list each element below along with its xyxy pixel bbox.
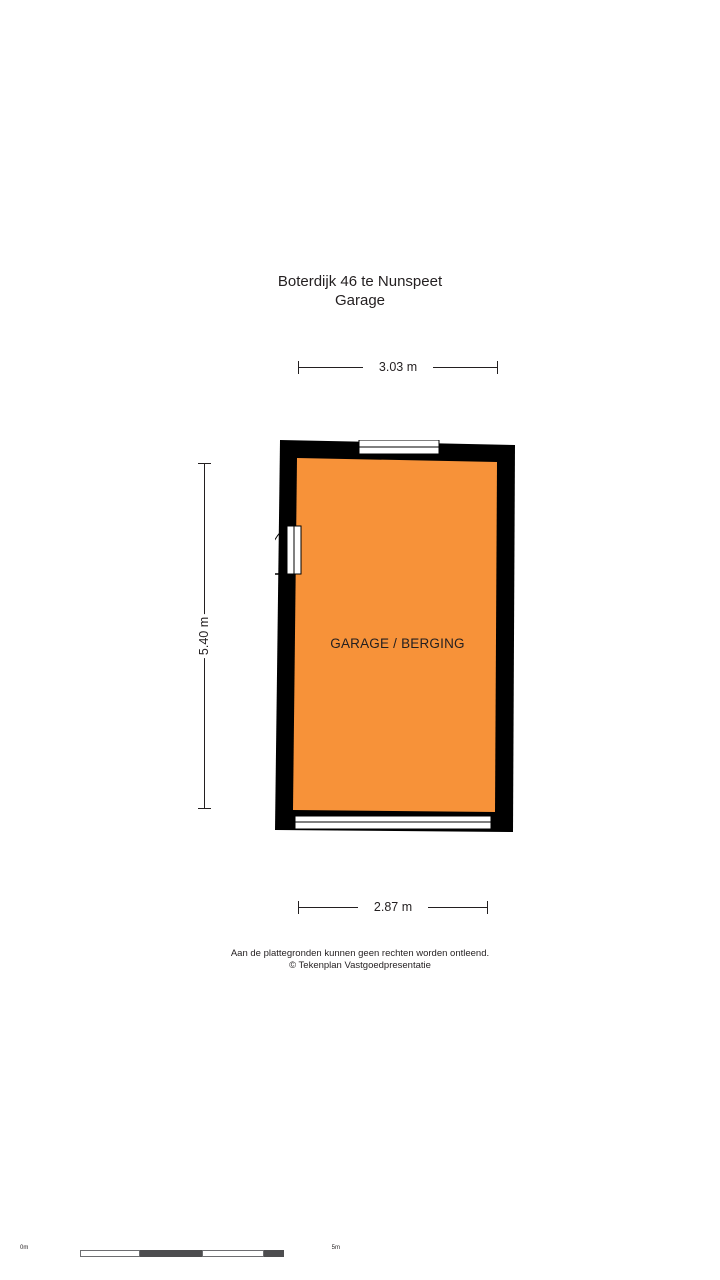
dimension-tick-top: [198, 463, 211, 464]
dimension-top-width-label: 3.03 m: [363, 357, 433, 377]
dimension-left-height-label: 5.40 m: [194, 614, 214, 658]
dimension-tick-left: [298, 361, 299, 374]
footer-line-1: Aan de plattegronden kunnen geen rechten worden ontleend.: [230, 948, 490, 959]
dimension-tick-bottom: [198, 808, 211, 809]
scale-bar-segment: [202, 1250, 264, 1257]
dimension-tick-right: [497, 361, 498, 374]
dimension-tick-left: [298, 901, 299, 914]
page-title-address: Boterdijk 46 te Nunspeet: [277, 273, 443, 290]
dimension-top-width: [298, 357, 498, 377]
scale-bar-segment: [140, 1250, 202, 1257]
scale-bar: [20, 1244, 340, 1264]
scale-bar-label-max: 5m: [331, 1245, 340, 1251]
footer-line-2: © Tekenplan Vastgoedpresentatie: [289, 960, 431, 971]
room-fill-garage: [293, 458, 497, 812]
page-title-floor: Garage: [334, 292, 386, 309]
dimension-bottom-width-label: 2.87 m: [358, 897, 428, 917]
floorplan-drawing: [275, 440, 520, 832]
title-block: [0, 272, 720, 310]
dimension-bottom-width: [298, 897, 488, 917]
footer-disclaimer: [0, 948, 720, 972]
dimension-left-height: [194, 463, 214, 809]
dimension-tick-right: [487, 901, 488, 914]
room-label-garage: GARAGE / BERGING: [330, 636, 465, 651]
garage-door-bottom: [295, 816, 491, 829]
scale-bar-segment: [80, 1250, 140, 1257]
window-top: [359, 440, 439, 454]
scale-bar-label-min: 0m: [20, 1245, 29, 1251]
scale-bar-segment: [264, 1250, 284, 1257]
